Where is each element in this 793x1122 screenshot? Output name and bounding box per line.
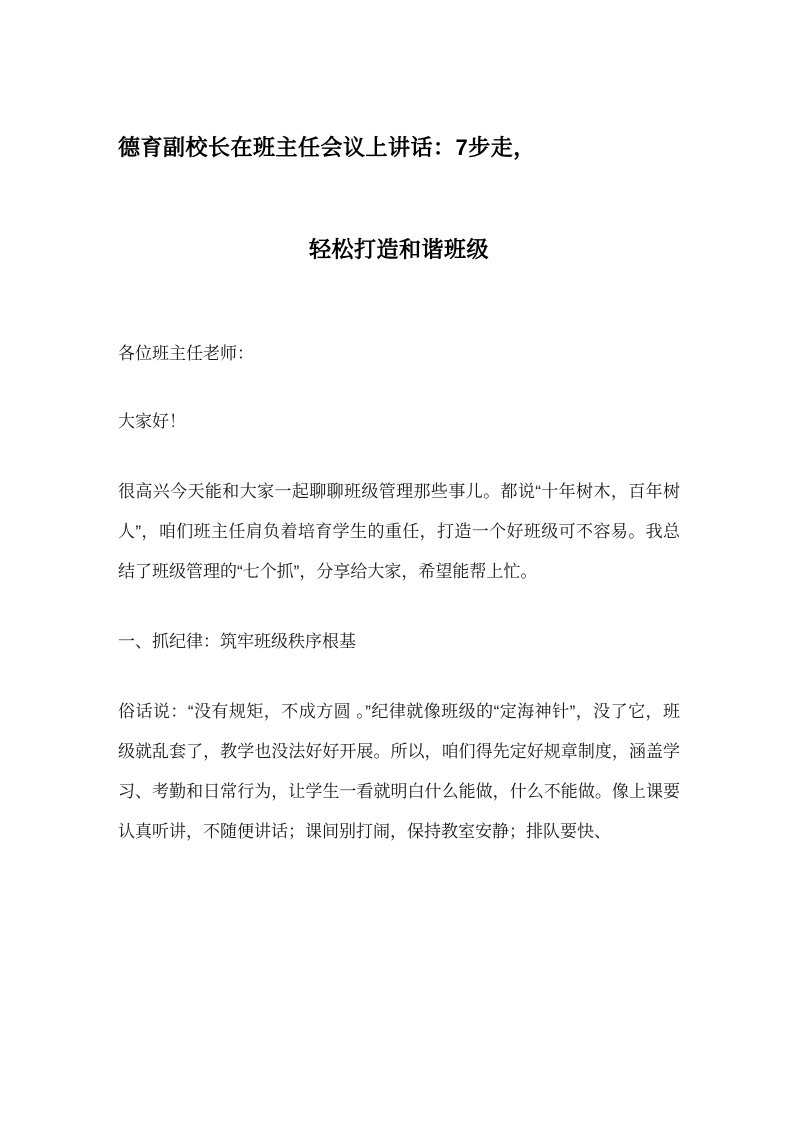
section-body-1: 俗话说：“没有规矩，不成方圆 。”纪律就像班级的“定海神针”，没了它，班级就乱套了，教学也没法好好开展。所以，咱们得先定好规章制度，涵盖学习、考勤和日常行为，让学生一看就明白什么能做，什么不能做。像上课要认真听讲，不随便讲话；课间别打闹，保持教室安静；排队要快、 [118, 702, 680, 841]
greeting: 大家好！ [118, 412, 186, 431]
section-heading-1: 一、抓纪律：筑牢班级秩序根基 [118, 632, 356, 651]
salutation: 各位班主任老师： [118, 344, 254, 363]
document-content [118, 0, 680, 852]
document-body [118, 334, 680, 852]
lead-paragraph: 很高兴今天能和大家一起聊聊班级管理那些事儿。都说“十年树木，百年树人”，咱们班主任肩负着培育学生的重任，打造一个好班级可不容易。我总结了班级管理的“七个抓”，分享给大家，希望能帮上忙。 [118, 482, 680, 581]
page-title-line-1: 德育副校长在班主任会议上讲话：7步走， [118, 135, 536, 160]
page-title-line-2: 轻松打造和谐班级 [308, 237, 489, 262]
page-title [118, 128, 680, 270]
